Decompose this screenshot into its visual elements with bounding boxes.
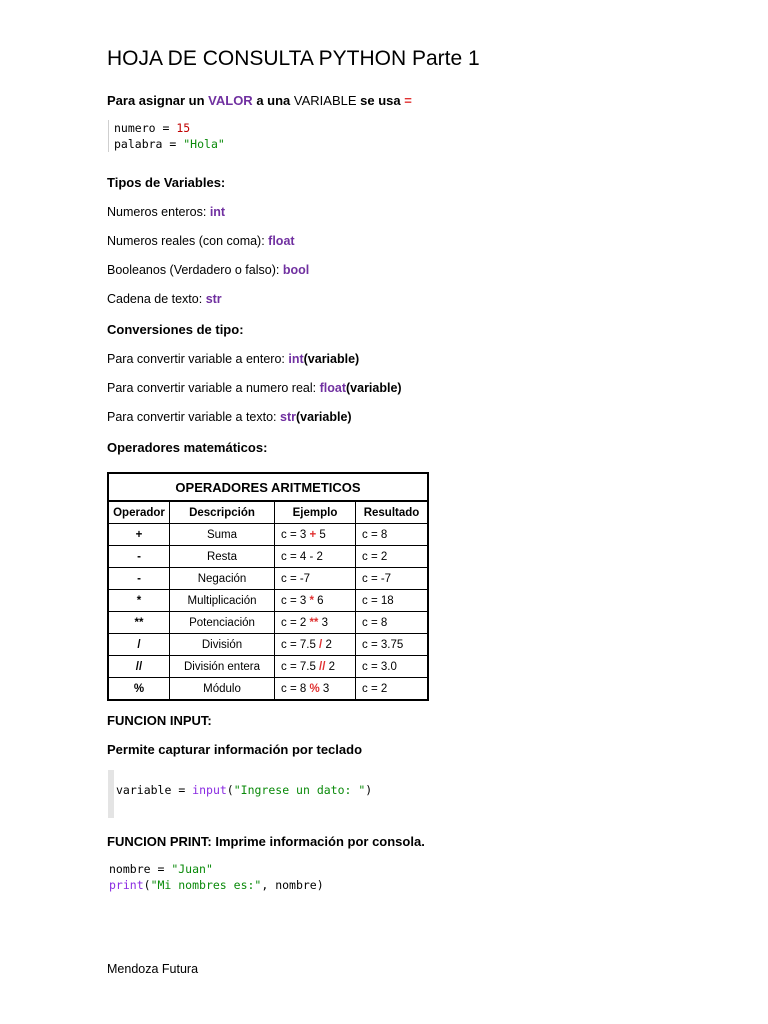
operadores-heading: Operadores matemáticos:: [107, 440, 268, 455]
conversiones-heading: Conversiones de tipo:: [107, 322, 244, 337]
example-cell: [275, 546, 356, 568]
code-op: =: [171, 783, 193, 797]
operator-cell: -: [108, 546, 170, 568]
table-caption-row: [108, 473, 428, 501]
tipo-type: int: [209, 205, 226, 219]
result-cell: c = 8: [356, 612, 429, 634]
example-operator: /: [319, 638, 323, 651]
assign-heading: [107, 93, 412, 108]
description-cell: Potenciación: [170, 612, 275, 634]
description-cell: Multiplicación: [170, 590, 275, 612]
example-operator: %: [309, 682, 320, 695]
tipo-label: Booleanos (Verdadero o falso):: [107, 263, 283, 277]
code-op: =: [155, 121, 177, 135]
table-row: [108, 546, 428, 568]
description-cell: Negación: [170, 568, 275, 590]
example-text: c = 8: [281, 682, 310, 695]
page-footer: Mendoza Futura: [107, 962, 199, 976]
example-cell: [275, 634, 356, 656]
example-text: c = 7.5: [281, 660, 320, 673]
result-cell: c = -7: [356, 568, 429, 590]
conversion-item: [107, 381, 402, 395]
operator-cell: **: [108, 612, 170, 634]
table-row: [108, 568, 428, 590]
description-cell: Suma: [170, 524, 275, 546]
input-code: [116, 783, 372, 797]
example-cell: [275, 612, 356, 634]
input-heading: FUNCION INPUT:: [107, 713, 212, 728]
column-header: Descripción: [170, 501, 275, 524]
table-row: [108, 678, 428, 701]
operator-cell: //: [108, 656, 170, 678]
tipo-type: str: [205, 292, 222, 306]
example-cell: [275, 656, 356, 678]
tipo-label: Numeros enteros:: [107, 205, 210, 219]
page-title: HOJA DE CONSULTA PYTHON Parte 1: [107, 47, 480, 70]
result-cell: c = 3.0: [356, 656, 429, 678]
tipo-item: [107, 292, 222, 306]
assign-text-mid: a una: [252, 93, 294, 108]
code-var: palabra: [114, 137, 163, 151]
code-string: "Mi nombres es:": [150, 878, 262, 892]
conversion-arg: (variable): [303, 352, 360, 366]
column-header: Ejemplo: [275, 501, 356, 524]
conversion-item: [107, 410, 352, 424]
conversion-fn: int: [288, 352, 304, 366]
assign-code-line: [114, 136, 225, 152]
code-var: nombre: [109, 862, 151, 876]
description-cell: División: [170, 634, 275, 656]
conversion-fn: float: [319, 381, 346, 395]
assign-code-block: [108, 120, 225, 152]
tipo-item: [107, 263, 309, 277]
example-cell: [275, 590, 356, 612]
column-header: Resultado: [356, 501, 429, 524]
print-code-line: [109, 861, 324, 877]
example-text: c = 3: [281, 594, 310, 607]
tipos-heading: Tipos de Variables:: [107, 175, 226, 190]
input-description: Permite capturar información por teclado: [107, 742, 363, 757]
example-text: 3: [318, 616, 328, 629]
example-cell: [275, 524, 356, 546]
result-cell: c = 2: [356, 546, 429, 568]
print-code-block: [109, 861, 324, 893]
table-row: [108, 612, 428, 634]
tipo-type: float: [268, 234, 295, 248]
code-function: input: [192, 783, 227, 797]
operator-cell: /: [108, 634, 170, 656]
assign-variable: VARIABLE: [293, 93, 357, 108]
operator-cell: -: [108, 568, 170, 590]
code-number: 15: [176, 121, 191, 135]
example-operator: *: [309, 594, 314, 607]
code-string: "Ingrese un dato: ": [233, 783, 366, 797]
table-row: [108, 656, 428, 678]
description-cell: División entera: [170, 656, 275, 678]
assign-valor: VALOR: [208, 93, 253, 108]
code-op: =: [150, 862, 172, 876]
code-args: , nombre): [261, 878, 324, 892]
code-paren: (: [143, 878, 151, 892]
example-text: c = 2: [281, 616, 310, 629]
conversion-arg: (variable): [346, 381, 402, 395]
table-title: OPERADORES ARITMETICOS: [108, 473, 428, 501]
example-text: 3: [319, 682, 330, 695]
code-function: print: [109, 878, 144, 892]
example-operator: **: [309, 616, 319, 629]
tipo-item: [107, 234, 295, 248]
operators-table: [107, 472, 429, 701]
table-row: [108, 524, 428, 546]
table-header-row: [108, 501, 428, 524]
example-text: c = -7: [281, 572, 311, 585]
operator-cell: %: [108, 678, 170, 701]
assign-text-pre: Para asignar un: [107, 93, 209, 108]
print-code-line: [109, 877, 324, 893]
table-row: [108, 590, 428, 612]
example-text: c = 7.5: [281, 638, 320, 651]
code-paren: (: [226, 783, 234, 797]
operator-cell: +: [108, 524, 170, 546]
code-op: =: [162, 137, 184, 151]
code-paren: ): [365, 783, 373, 797]
tipo-item: [107, 205, 225, 219]
example-text: 2: [322, 638, 332, 651]
example-cell: [275, 568, 356, 590]
conversion-arg: (variable): [295, 410, 352, 424]
example-text: 6: [313, 594, 324, 607]
example-operator: //: [319, 660, 326, 673]
result-cell: c = 3.75: [356, 634, 429, 656]
result-cell: c = 8: [356, 524, 429, 546]
example-text: 5: [316, 528, 326, 541]
result-cell: c = 2: [356, 678, 429, 701]
example-text: c = 4 - 2: [281, 550, 323, 563]
example-text: c = 3: [281, 528, 310, 541]
tipo-label: Numeros reales (con coma):: [107, 234, 269, 248]
conversion-label: Para convertir variable a texto:: [107, 410, 280, 424]
example-text: 2: [325, 660, 336, 673]
example-operator: +: [309, 528, 317, 541]
code-gutter: [108, 770, 114, 818]
code-var: numero: [114, 121, 156, 135]
conversion-label: Para convertir variable a numero real:: [107, 381, 320, 395]
assign-text-post: se usa: [356, 93, 405, 108]
assign-code-line: [114, 120, 225, 136]
code-string: "Juan": [171, 862, 213, 876]
code-var: variable: [116, 783, 172, 797]
conversion-fn: str: [280, 410, 296, 424]
code-string: "Hola": [183, 137, 225, 151]
result-cell: c = 18: [356, 590, 429, 612]
conversion-item: [107, 352, 359, 366]
conversion-label: Para convertir variable a entero:: [107, 352, 289, 366]
operator-cell: *: [108, 590, 170, 612]
print-heading: FUNCION PRINT: Imprime información por consola.: [107, 834, 425, 849]
tipo-label: Cadena de texto:: [107, 292, 206, 306]
description-cell: Resta: [170, 546, 275, 568]
assign-equals: =: [404, 93, 412, 108]
column-header: Operador: [108, 501, 170, 524]
example-cell: [275, 678, 356, 701]
description-cell: Módulo: [170, 678, 275, 701]
table-body: [108, 524, 428, 701]
tipo-type: bool: [282, 263, 310, 277]
table-row: [108, 634, 428, 656]
